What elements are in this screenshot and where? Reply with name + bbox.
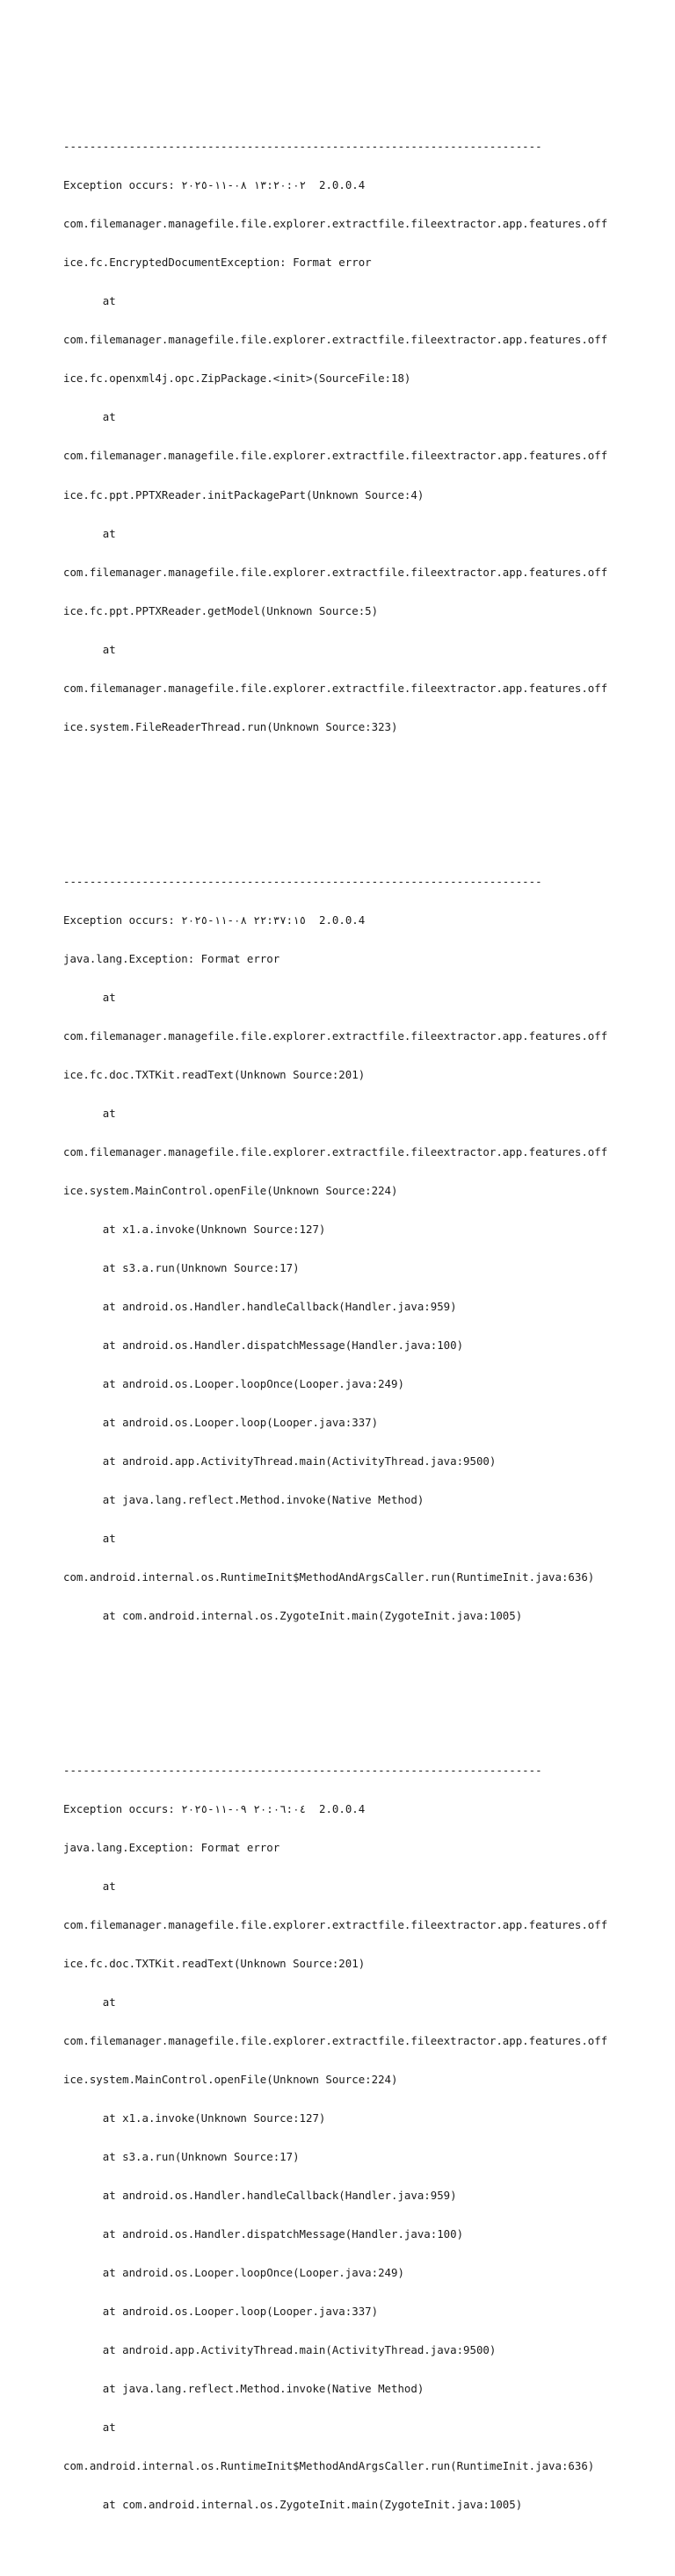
log-line: at: [63, 1106, 116, 1120]
log-line: com.filemanager.managefile.file.explorer.extractfile.fileextractor.app.features.off: [63, 217, 608, 231]
exception-header: Exception occurs: ٢٠:٠٦:٠٤ ٠٩-١١-٢٠٢٥ 2.0.0.4: [63, 1802, 366, 1815]
log-line: ice.fc.ppt.PPTXReader.getModel(Unknown Source:5): [63, 603, 379, 617]
document-page: [0, 76, 675, 2576]
log-line: at android.os.Looper.loopOnce(Looper.java:249): [63, 2266, 404, 2280]
log-line: com.filemanager.managefile.file.explorer.extractfile.fileextractor.app.features.off: [63, 565, 608, 579]
log-line: ice.system.MainControl.openFile(Unknown Source:224): [63, 2073, 398, 2087]
blank-line: [63, 798, 675, 812]
exception-header: Exception occurs: ١٣:٢٠:٠٢ ٠٨-١١-٢٠٢٥ 2.0.0.4: [63, 178, 366, 192]
log-line: at x1.a.invoke(Unknown Source:127): [63, 1222, 326, 1236]
log-line: at: [63, 526, 116, 540]
log-line: at java.lang.reflect.Method.invoke(Native Method): [63, 1492, 425, 1506]
log-line: ice.fc.EncryptedDocumentException: Format error: [63, 256, 372, 270]
log-line: at com.android.internal.os.ZygoteInit.main(ZygoteInit.java:1005): [63, 1608, 523, 1622]
log-line: com.filemanager.managefile.file.explorer.extractfile.fileextractor.app.features.off: [63, 1028, 608, 1043]
log-line: at android.os.Looper.loopOnce(Looper.java:249): [63, 1376, 404, 1390]
log-line: com.filemanager.managefile.file.explorer.extractfile.fileextractor.app.features.off: [63, 333, 608, 347]
log-line: at android.os.Looper.loop(Looper.java:337): [63, 1415, 379, 1429]
log-line: at com.android.internal.os.ZygoteInit.main(ZygoteInit.java:1005): [63, 2498, 523, 2512]
separator-line: -------------------------------------------------------------------------: [63, 1763, 542, 1777]
log-line: com.android.internal.os.RuntimeInit$MethodAndArgsCaller.run(RuntimeInit.java:636): [63, 2459, 595, 2473]
log-line: com.filemanager.managefile.file.explorer.extractfile.fileextractor.app.features.off: [63, 449, 608, 463]
log-line: java.lang.Exception: Format error: [63, 951, 280, 965]
log-line: at x1.a.invoke(Unknown Source:127): [63, 2111, 326, 2125]
separator-line: -------------------------------------------------------------------------: [63, 140, 542, 154]
log-line: ice.fc.openxml4j.opc.ZipPackage.<init>(SourceFile:18): [63, 372, 411, 386]
log-entry-1: [63, 115, 675, 760]
log-line: at android.os.Handler.dispatchMessage(Handler.java:100): [63, 1338, 464, 1352]
log-line: ice.system.MainControl.openFile(Unknown Source:224): [63, 1183, 398, 1197]
log-line: com.filemanager.managefile.file.explorer.extractfile.fileextractor.app.features.off: [63, 681, 608, 695]
log-line: at s3.a.run(Unknown Source:17): [63, 2150, 300, 2164]
log-line: at: [63, 990, 116, 1004]
log-line: at: [63, 1995, 116, 2010]
log-line: at java.lang.reflect.Method.invoke(Native Method): [63, 2382, 425, 2396]
log-line: ice.fc.doc.TXTKit.readText(Unknown Source:201): [63, 1957, 366, 1971]
exception-header: Exception occurs: ٢٢:٣٧:١٥ ٠٨-١١-٢٠٢٥ 2.0.0.4: [63, 913, 366, 927]
log-line: at: [63, 294, 116, 308]
log-entry-3: [63, 1739, 675, 2538]
log-line: at android.app.ActivityThread.main(ActivityThread.java:9500): [63, 1454, 497, 1468]
blank-line: [63, 1687, 675, 1700]
log-line: ice.system.FileReaderThread.run(Unknown Source:323): [63, 719, 398, 733]
log-line: at android.os.Handler.dispatchMessage(Handler.java:100): [63, 2227, 464, 2241]
log-line: com.filemanager.managefile.file.explorer.extractfile.fileextractor.app.features.off: [63, 1918, 608, 1932]
separator-line: -------------------------------------------------------------------------: [63, 874, 542, 888]
log-line: at android.app.ActivityThread.main(ActivityThread.java:9500): [63, 2343, 497, 2357]
log-line: ice.fc.ppt.PPTXReader.initPackagePart(Unknown Source:4): [63, 487, 425, 501]
log-line: at android.os.Handler.handleCallback(Handler.java:959): [63, 2189, 457, 2203]
log-line: at: [63, 1531, 116, 1545]
log-line: at android.os.Looper.loop(Looper.java:337): [63, 2305, 379, 2319]
log-line: com.filemanager.managefile.file.explorer.extractfile.fileextractor.app.features.off: [63, 2034, 608, 2048]
log-line: at: [63, 2421, 116, 2435]
log-line: at s3.a.run(Unknown Source:17): [63, 1260, 300, 1274]
log-line: com.filemanager.managefile.file.explorer.extractfile.fileextractor.app.features.off: [63, 1144, 608, 1158]
exception-log: [0, 76, 675, 2576]
log-line: java.lang.Exception: Format error: [63, 1841, 280, 1855]
log-line: at: [63, 410, 116, 424]
log-entry-2: [63, 849, 675, 1649]
log-line: ice.fc.doc.TXTKit.readText(Unknown Source:201): [63, 1067, 366, 1081]
log-line: at: [63, 1880, 116, 1894]
log-line: at: [63, 642, 116, 656]
log-line: at android.os.Handler.handleCallback(Handler.java:959): [63, 1299, 457, 1313]
log-line: com.android.internal.os.RuntimeInit$MethodAndArgsCaller.run(RuntimeInit.java:636): [63, 1569, 595, 1584]
